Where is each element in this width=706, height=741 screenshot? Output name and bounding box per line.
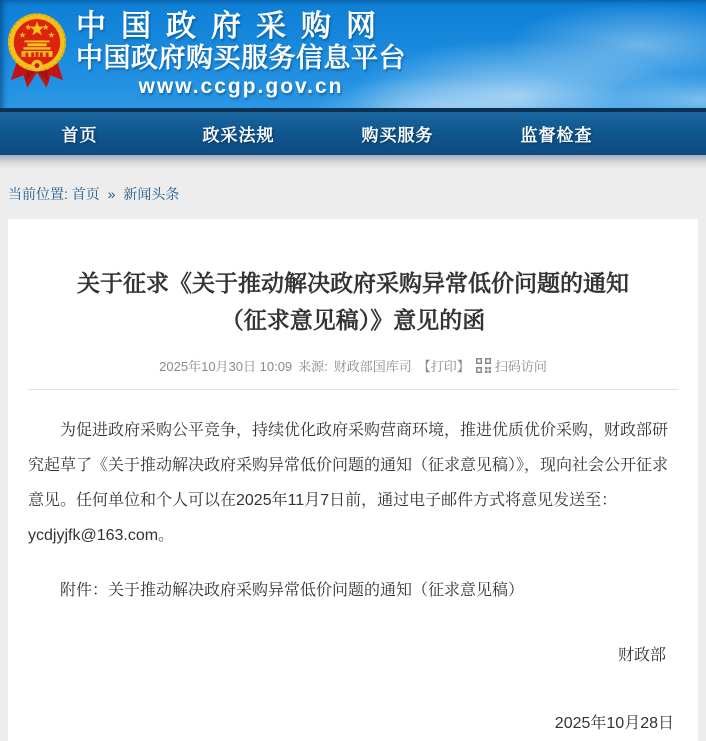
source-value: 财政部国库司 (333, 359, 412, 374)
article-meta (20, 356, 686, 375)
qr-access-label: 扫码访问 (494, 359, 547, 374)
site-title: 中国政府采购网 (76, 9, 391, 43)
site-brand (76, 10, 406, 99)
site-subtitle: 中国政府购买服务信息平台 (76, 42, 406, 73)
article-panel (8, 219, 698, 741)
national-emblem-icon (8, 10, 66, 101)
article-paragraph: 为促进政府采购公平竞争，持续优化政府采购营商环境，推进优质优价采购，财政部研究起草了《关于推动解决政府采购异常低价问题的通知（征求意见稿）》，现向社会公开征求意见。任何单位和个人可以在2025年11月7日前，通过电子邮件方式将意见发送至：ycdjyjfk@163.com。 (28, 422, 669, 544)
article-title-line1: 关于征求《关于推动解决政府采购异常低价问题的通知 (77, 270, 629, 296)
breadcrumb (0, 169, 706, 219)
article-title (20, 265, 686, 339)
nav-fade-band (0, 155, 706, 169)
breadcrumb-label: 当前位置: (8, 186, 68, 202)
nav-item-regulations[interactable]: 政采法规 (202, 126, 275, 145)
site-header (0, 0, 706, 108)
qr-access-button[interactable] (476, 356, 547, 375)
qr-code-icon (476, 358, 491, 373)
site-url: www.ccgp.gov.cn (138, 74, 344, 98)
article-body (20, 413, 686, 741)
signer: 财政部 (617, 647, 666, 664)
print-button[interactable]: 【打印】 (417, 359, 470, 374)
nav-item-supervision[interactable]: 监督检查 (520, 126, 593, 145)
meta-divider (28, 389, 678, 390)
source-label: 来源: (298, 359, 328, 374)
breadcrumb-separator: » (107, 186, 116, 202)
article-title-line2: （征求意见稿）》意见的函 (220, 307, 486, 333)
nav-item-purchase-services[interactable]: 购买服务 (361, 126, 434, 145)
breadcrumb-current-link[interactable]: 新闻头条 (123, 186, 180, 202)
nav-item-home[interactable]: 首页 (61, 126, 98, 145)
sign-date: 2025年10月28日 (554, 715, 674, 732)
publish-datetime: 2025年10月30日 10:09 (159, 359, 293, 374)
breadcrumb-home-link[interactable]: 首页 (71, 186, 100, 202)
main-nav (0, 112, 706, 155)
attachment-line: 附件：关于推动解决政府采购异常低价问题的通知（征求意见稿） (60, 582, 525, 599)
